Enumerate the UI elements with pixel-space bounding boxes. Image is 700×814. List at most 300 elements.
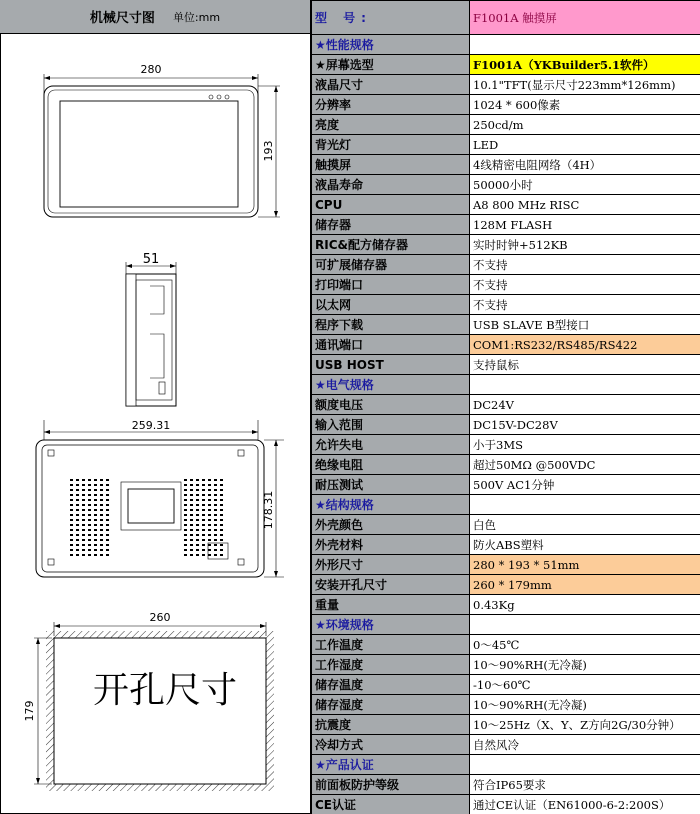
section-title: ★性能规格: [312, 35, 470, 55]
vent-slot: [76, 539, 79, 541]
vent-slot: [106, 544, 109, 546]
vent-slot: [82, 524, 85, 526]
vent-slot: [76, 534, 79, 536]
vent-slot: [196, 554, 199, 556]
spec-label: CPU: [312, 195, 470, 215]
spec-row: [312, 335, 700, 355]
spec-value: 实时时钟+512KB: [470, 235, 700, 255]
vent-slot: [82, 509, 85, 511]
vent-slot: [184, 519, 187, 521]
vent-slot: [184, 484, 187, 486]
vent-slot: [70, 484, 73, 486]
vent-slot: [214, 549, 217, 551]
spec-row: [312, 115, 700, 135]
unit-label: 单位:mm: [172, 10, 221, 24]
vent-slot: [82, 494, 85, 496]
vent-slot: [88, 524, 91, 526]
vent-slot: [82, 519, 85, 521]
spec-value: 小于3MS: [470, 435, 700, 455]
vent-slot: [106, 524, 109, 526]
spec-label: 额度电压: [312, 395, 470, 415]
spec-value: 白色: [470, 515, 700, 535]
vent-slot: [190, 529, 193, 531]
spec-row: [312, 595, 700, 615]
spec-value: 10.1"TFT(显示尺寸223mm*126mm): [470, 75, 700, 95]
cutout-height-dim: 179: [23, 700, 36, 722]
spec-row: [312, 795, 700, 814]
spec-label: 工作湿度: [312, 655, 470, 675]
vent-slot: [208, 484, 211, 486]
spec-value: 不支持: [470, 275, 700, 295]
vent-slot: [76, 554, 79, 556]
section-row: [312, 615, 700, 635]
vent-slot: [214, 534, 217, 536]
spec-row: [312, 255, 700, 275]
vent-slot: [196, 549, 199, 551]
vent-slot: [190, 509, 193, 511]
vent-slot: [100, 514, 103, 516]
vent-slot: [70, 509, 73, 511]
vent-slot: [184, 514, 187, 516]
spec-label: 储存温度: [312, 675, 470, 695]
vent-slot: [196, 519, 199, 521]
spec-row: [312, 295, 700, 315]
spec-row: [312, 655, 700, 675]
spec-label: 安装开孔尺寸: [312, 575, 470, 595]
vent-slot: [82, 504, 85, 506]
spec-label: 前面板防护等级: [312, 775, 470, 795]
vent-slot: [190, 479, 193, 481]
vent-slot: [214, 509, 217, 511]
vent-slot: [70, 544, 73, 546]
vent-slot: [76, 484, 79, 486]
spec-value: 280 * 193 * 51mm: [470, 555, 700, 575]
spec-row: [312, 515, 700, 535]
vent-slot: [88, 534, 91, 536]
spec-value: A8 800 MHz RISC: [470, 195, 700, 215]
vent-slot: [94, 544, 97, 546]
spec-row: [312, 315, 700, 335]
spec-value: 50000小时: [470, 175, 700, 195]
spec-row: [312, 275, 700, 295]
spec-value: DC24V: [470, 395, 700, 415]
vent-slot: [106, 549, 109, 551]
vent-slot: [94, 509, 97, 511]
back-width-dim: 259.31: [131, 419, 171, 432]
vent-slot: [106, 484, 109, 486]
cutout-width-dim: 260: [149, 611, 171, 624]
vent-slot: [202, 489, 205, 491]
vent-slot: [214, 499, 217, 501]
vent-slot: [88, 499, 91, 501]
vent-slot: [214, 524, 217, 526]
vent-slot: [88, 484, 91, 486]
vent-slot: [82, 529, 85, 531]
vent-slot: [82, 539, 85, 541]
spec-label: 液晶尺寸: [312, 75, 470, 95]
spec-label: ★屏幕选型: [312, 55, 470, 75]
vent-slot: [94, 539, 97, 541]
section-title: ★环境规格: [312, 615, 470, 635]
vent-slot: [76, 489, 79, 491]
vent-slot: [196, 524, 199, 526]
vent-slot: [220, 499, 223, 501]
vent-slot: [184, 499, 187, 501]
vent-slot: [220, 539, 223, 541]
vent-slot: [220, 529, 223, 531]
spec-row: [312, 535, 700, 555]
vent-slot: [184, 529, 187, 531]
vent-slot: [196, 544, 199, 546]
spec-value: DC15V-DC28V: [470, 415, 700, 435]
vent-slot: [208, 514, 211, 516]
vent-slot: [196, 534, 199, 536]
spec-label: CE认证: [312, 795, 470, 814]
vent-slot: [70, 534, 73, 536]
vent-slot: [196, 509, 199, 511]
vent-slot: [70, 504, 73, 506]
vent-slot: [202, 519, 205, 521]
spec-row: [312, 215, 700, 235]
vent-slot: [70, 539, 73, 541]
spec-label: RIC&配方储存器: [312, 235, 470, 255]
model-label: 型 号:: [312, 1, 470, 35]
vent-slot: [100, 534, 103, 536]
vent-slot: [106, 489, 109, 491]
spec-value: [470, 495, 700, 515]
vent-slot: [190, 489, 193, 491]
vent-slot: [70, 499, 73, 501]
spec-value: 通过CE认证（EN61000-6-2:200S）: [470, 795, 700, 814]
spec-label: 重量: [312, 595, 470, 615]
section-title: ★产品认证: [312, 755, 470, 775]
spec-label: 耐压测试: [312, 475, 470, 495]
vent-slot: [76, 514, 79, 516]
vent-slot: [184, 534, 187, 536]
spec-row: [312, 135, 700, 155]
spec-value: 不支持: [470, 255, 700, 275]
vent-slot: [208, 519, 211, 521]
spec-value: USB SLAVE B型接口: [470, 315, 700, 335]
vent-slot: [88, 489, 91, 491]
back-view: [36, 419, 284, 577]
vent-slot: [202, 479, 205, 481]
front-height-dim: 193: [262, 140, 275, 162]
vent-slot: [208, 499, 211, 501]
spec-label: 外壳颜色: [312, 515, 470, 535]
vent-slot: [100, 539, 103, 541]
vent-slot: [106, 519, 109, 521]
vent-slot: [88, 544, 91, 546]
spec-row: [312, 715, 700, 735]
spec-value: -10～60℃: [470, 675, 700, 695]
vent-slot: [94, 514, 97, 516]
vent-slot: [202, 549, 205, 551]
vent-slot: [94, 499, 97, 501]
vent-slot: [220, 494, 223, 496]
vent-slot: [214, 554, 217, 556]
vent-slot: [208, 549, 211, 551]
vent-slot: [190, 544, 193, 546]
vent-slot: [220, 554, 223, 556]
vent-slot: [202, 484, 205, 486]
vent-slot: [100, 554, 103, 556]
vent-slot: [76, 549, 79, 551]
cutout-view: [23, 611, 274, 791]
spec-row: [312, 415, 700, 435]
vent-slot: [82, 479, 85, 481]
vent-slot: [220, 484, 223, 486]
vent-slot: [208, 554, 211, 556]
spec-label: 通讯端口: [312, 335, 470, 355]
vent-slot: [190, 514, 193, 516]
spec-value: 支持鼠标: [470, 355, 700, 375]
spec-value: [470, 755, 700, 775]
spec-value: 128M FLASH: [470, 215, 700, 235]
vent-slot: [106, 479, 109, 481]
spec-value: 1024 * 600像素: [470, 95, 700, 115]
spec-value: LED: [470, 135, 700, 155]
vent-slot: [94, 494, 97, 496]
vent-slot: [88, 494, 91, 496]
vent-slot: [82, 499, 85, 501]
model-row: [312, 1, 700, 35]
vent-slot: [88, 479, 91, 481]
vent-slot: [190, 549, 193, 551]
spec-row: [312, 695, 700, 715]
spec-value: [470, 615, 700, 635]
vent-slot: [70, 524, 73, 526]
vent-slot: [76, 509, 79, 511]
vent-slot: [94, 529, 97, 531]
spec-value: 不支持: [470, 295, 700, 315]
vent-slot: [220, 544, 223, 546]
vent-slot: [94, 534, 97, 536]
vent-slot: [88, 519, 91, 521]
section-row: [312, 35, 700, 55]
vent-slot: [202, 494, 205, 496]
vent-slot: [88, 539, 91, 541]
back-height-dim: 178.31: [262, 490, 275, 530]
side-depth-dim: 51: [142, 252, 160, 267]
vent-slot: [220, 509, 223, 511]
vent-slot: [76, 479, 79, 481]
section-title: ★结构规格: [312, 495, 470, 515]
spec-label: 背光灯: [312, 135, 470, 155]
vent-slot: [190, 494, 193, 496]
vent-slot: [106, 509, 109, 511]
vent-slot: [100, 549, 103, 551]
spec-row: [312, 155, 700, 175]
spec-value: 超过50MΩ @500VDC: [470, 455, 700, 475]
spec-row: [312, 475, 700, 495]
vent-slot: [94, 504, 97, 506]
vent-slot: [184, 509, 187, 511]
vent-slot: [100, 479, 103, 481]
vent-slot: [208, 544, 211, 546]
vent-slot: [76, 524, 79, 526]
vent-slot: [214, 529, 217, 531]
vent-slot: [70, 519, 73, 521]
vent-slot: [220, 489, 223, 491]
vent-slot: [76, 499, 79, 501]
vent-slot: [202, 529, 205, 531]
spec-row: [312, 455, 700, 475]
vent-slot: [202, 509, 205, 511]
vent-slot: [220, 479, 223, 481]
spec-value: [470, 375, 700, 395]
vent-slot: [190, 519, 193, 521]
spec-label: 输入范围: [312, 415, 470, 435]
vent-slot: [106, 554, 109, 556]
vent-slot: [190, 554, 193, 556]
vent-slot: [196, 494, 199, 496]
spec-value: 10～90%RH(无冷凝): [470, 695, 700, 715]
vent-slot: [196, 504, 199, 506]
vent-slot: [100, 489, 103, 491]
spec-label: 冷却方式: [312, 735, 470, 755]
spec-label: 抗震度: [312, 715, 470, 735]
vent-slot: [100, 519, 103, 521]
spec-value: F1001A（YKBuilder5.1软件）: [470, 55, 700, 75]
mechanical-drawings: [0, 34, 311, 814]
spec-value: 10～90%RH(无冷凝): [470, 655, 700, 675]
vent-slot: [220, 524, 223, 526]
front-view: [44, 63, 280, 217]
spec-value: 防火ABS塑料: [470, 535, 700, 555]
vent-slot: [100, 524, 103, 526]
vent-slot: [100, 499, 103, 501]
spec-row: [312, 575, 700, 595]
spec-row: [312, 95, 700, 115]
vent-slot: [82, 549, 85, 551]
spec-row: [312, 635, 700, 655]
vent-slot: [94, 519, 97, 521]
vent-slot: [184, 494, 187, 496]
spec-row: [312, 195, 700, 215]
spec-value: 符合IP65要求: [470, 775, 700, 795]
vent-slot: [88, 554, 91, 556]
vent-slot: [196, 499, 199, 501]
vent-slot: [82, 484, 85, 486]
vent-slot: [184, 554, 187, 556]
vent-slot: [208, 489, 211, 491]
vent-slot: [184, 524, 187, 526]
vent-slot: [70, 489, 73, 491]
vent-slot: [82, 489, 85, 491]
section-title: ★电气规格: [312, 375, 470, 395]
drawing-header: [0, 0, 311, 34]
drawing-title: 机械尺寸图: [89, 11, 155, 26]
spec-row: [312, 235, 700, 255]
vent-slot: [82, 544, 85, 546]
vent-slot: [214, 484, 217, 486]
vent-slot: [214, 544, 217, 546]
vent-slot: [100, 509, 103, 511]
vent-slot: [208, 509, 211, 511]
vent-slot: [202, 539, 205, 541]
vent-slot: [208, 524, 211, 526]
vent-slot: [106, 504, 109, 506]
spec-row: [312, 675, 700, 695]
spec-label: USB HOST: [312, 355, 470, 375]
vent-slot: [184, 549, 187, 551]
vent-slot: [76, 544, 79, 546]
vent-slot: [208, 529, 211, 531]
vent-slot: [76, 529, 79, 531]
spec-label: 液晶寿命: [312, 175, 470, 195]
spec-row: [312, 735, 700, 755]
spec-row: [312, 555, 700, 575]
spec-value: 250cd/m: [470, 115, 700, 135]
side-view: [126, 252, 176, 406]
vent-slot: [214, 479, 217, 481]
spec-label: 储存器: [312, 215, 470, 235]
vent-slot: [220, 514, 223, 516]
spec-row: [312, 775, 700, 795]
section-row: [312, 755, 700, 775]
vent-slot: [94, 554, 97, 556]
vent-slot: [88, 504, 91, 506]
spec-value: 自然风冷: [470, 735, 700, 755]
vent-slot: [184, 489, 187, 491]
vent-slot: [88, 549, 91, 551]
vent-slot: [214, 519, 217, 521]
spec-value: 4线精密电阻网络（4H）: [470, 155, 700, 175]
model-value: F1001A 触摸屏: [470, 1, 700, 35]
vent-slot: [82, 554, 85, 556]
vent-slot: [70, 514, 73, 516]
spec-label: 打印端口: [312, 275, 470, 295]
spec-row: [312, 175, 700, 195]
vent-slot: [202, 514, 205, 516]
spec-value: [470, 35, 700, 55]
vent-slot: [76, 504, 79, 506]
spec-value: COM1:RS232/RS485/RS422: [470, 335, 700, 355]
vent-slot: [94, 479, 97, 481]
vent-slot: [184, 539, 187, 541]
vent-slot: [202, 499, 205, 501]
spec-label: 可扩展储存器: [312, 255, 470, 275]
vent-slot: [100, 529, 103, 531]
vent-slot: [196, 539, 199, 541]
vent-slot: [184, 479, 187, 481]
vent-slot: [70, 549, 73, 551]
vent-slot: [220, 519, 223, 521]
vent-slot: [220, 534, 223, 536]
vent-slot: [88, 509, 91, 511]
spec-value: 0.43Kg: [470, 595, 700, 615]
vent-slot: [190, 524, 193, 526]
vent-slot: [94, 549, 97, 551]
vent-slot: [196, 479, 199, 481]
vent-slot: [82, 514, 85, 516]
vent-slot: [70, 479, 73, 481]
vent-slot: [100, 484, 103, 486]
vent-slot: [106, 514, 109, 516]
spec-value: 500V AC1分钟: [470, 475, 700, 495]
vent-slot: [82, 534, 85, 536]
vent-slot: [196, 514, 199, 516]
vent-slot: [88, 514, 91, 516]
vent-slot: [100, 494, 103, 496]
spec-label: 外壳材料: [312, 535, 470, 555]
vent-slot: [208, 479, 211, 481]
spec-table: [311, 0, 700, 814]
spec-label: 亮度: [312, 115, 470, 135]
vent-slot: [76, 519, 79, 521]
vent-slot: [106, 529, 109, 531]
